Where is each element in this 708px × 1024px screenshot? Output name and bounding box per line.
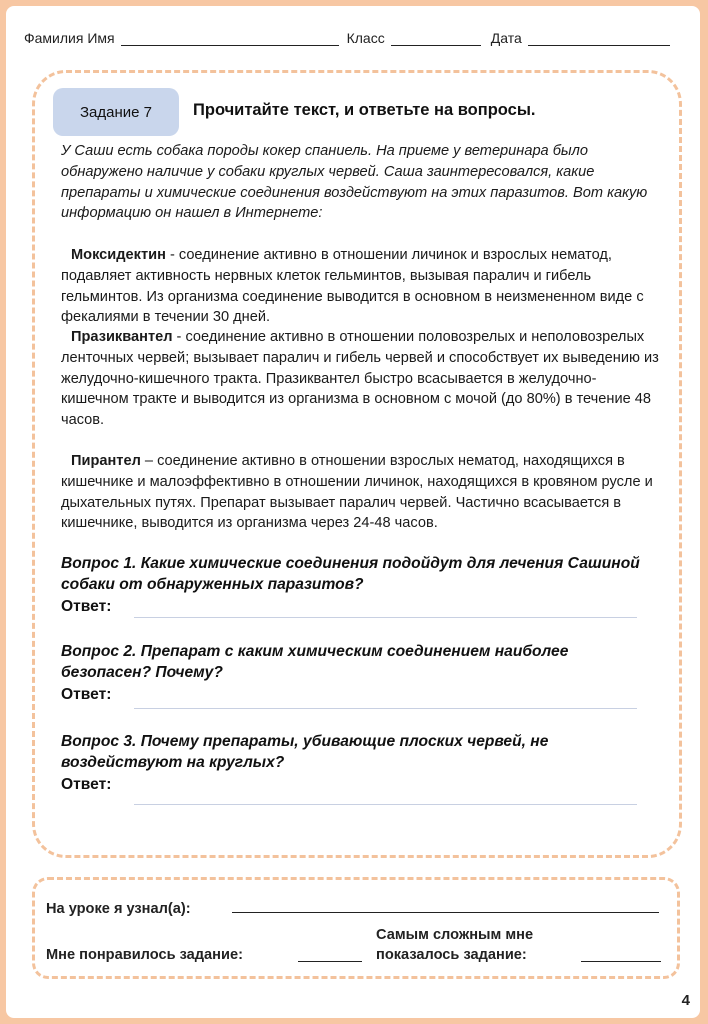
- date-field[interactable]: [528, 31, 670, 46]
- class-label: Класс: [346, 30, 385, 46]
- drug-description: - соединение активно в отношении личинок и взрослых нематод, подавляет активность нервных клеток гельминтов, вызывая паралич и гибель гельминтов. Из организма соединение выводится в основном в неизмененном виде с фекалиями в течении 30 дней.: [61, 247, 644, 326]
- hardest-field[interactable]: [581, 961, 661, 962]
- answer-3-field[interactable]: [134, 804, 637, 805]
- answer-2-field[interactable]: [134, 708, 637, 709]
- answer-1-field[interactable]: [134, 617, 637, 618]
- answer-label: Ответ:: [61, 776, 112, 793]
- answer-label: Ответ:: [61, 598, 112, 615]
- class-field[interactable]: [391, 31, 481, 46]
- drug-paragraph-pyrantel: [61, 451, 661, 534]
- drug-paragraph-moxidectin: [61, 245, 661, 328]
- drug-name: Празиквантел: [71, 329, 173, 345]
- answer-label: Ответ:: [61, 686, 112, 703]
- drug-description: – соединение активно в отношении взрослых нематод, находящихся в кишечнике и малоэффективно в отношении личинок, находящихся в кровяном русле и дыхательных путях. Препарат вызывает паралич червей. Частично всасывается в кишечнике, выводится из организма через 24-48 часов.: [61, 453, 653, 532]
- task-badge: Задание 7: [53, 88, 179, 136]
- intro-text: У Саши есть собака породы кокер спаниель. На приеме у ветеринара было обнаружено наличие у собаки круглых червей. Саша заинтересовался, какие препараты и химические соединения воздействуют на этих паразитов. Вот какую информацию он нашел в Интернете:: [61, 143, 648, 222]
- learned-field[interactable]: [232, 912, 659, 913]
- name-field[interactable]: [121, 31, 339, 46]
- page-number: 4: [681, 992, 690, 1009]
- drug-description: - соединение активно в отношении половозрелых и неполовозрелых ленточных червей; вызывает паралич и гибель червей и способствует их выведению из желудочно-кишечного тракта. Празиквантел быстро всасывается в желудочно-кишечном тракте и выводится из организма в основном с мочой (до 80%) в течение 48 часов.: [61, 329, 659, 429]
- drug-name: Пирантел: [71, 453, 141, 469]
- question-1: Вопрос 1. Какие химические соединения подойдут для лечения Сашиной собаки от обнаруженных паразитов?: [61, 555, 640, 593]
- learned-label: На уроке я узнал(а):: [46, 901, 191, 917]
- liked-label: Мне понравилось задание:: [46, 947, 243, 963]
- student-info-header: [24, 26, 688, 46]
- task-title: Прочитайте текст, и ответьте на вопросы.: [193, 101, 536, 119]
- question-3: Вопрос 3. Почему препараты, убивающие плоских червей, не воздействуют на круглых?: [61, 733, 549, 771]
- liked-field[interactable]: [298, 961, 362, 962]
- question-2: Вопрос 2. Препарат с каким химическим соединением наиболее безопасен? Почему?: [61, 643, 569, 681]
- name-label: Фамилия Имя: [24, 30, 115, 46]
- date-label: Дата: [490, 30, 522, 46]
- drug-paragraph-praziquantel: [61, 327, 661, 431]
- hardest-label: Самым сложным мне показалось задание:: [376, 927, 534, 963]
- drug-name: Моксидектин: [71, 247, 166, 263]
